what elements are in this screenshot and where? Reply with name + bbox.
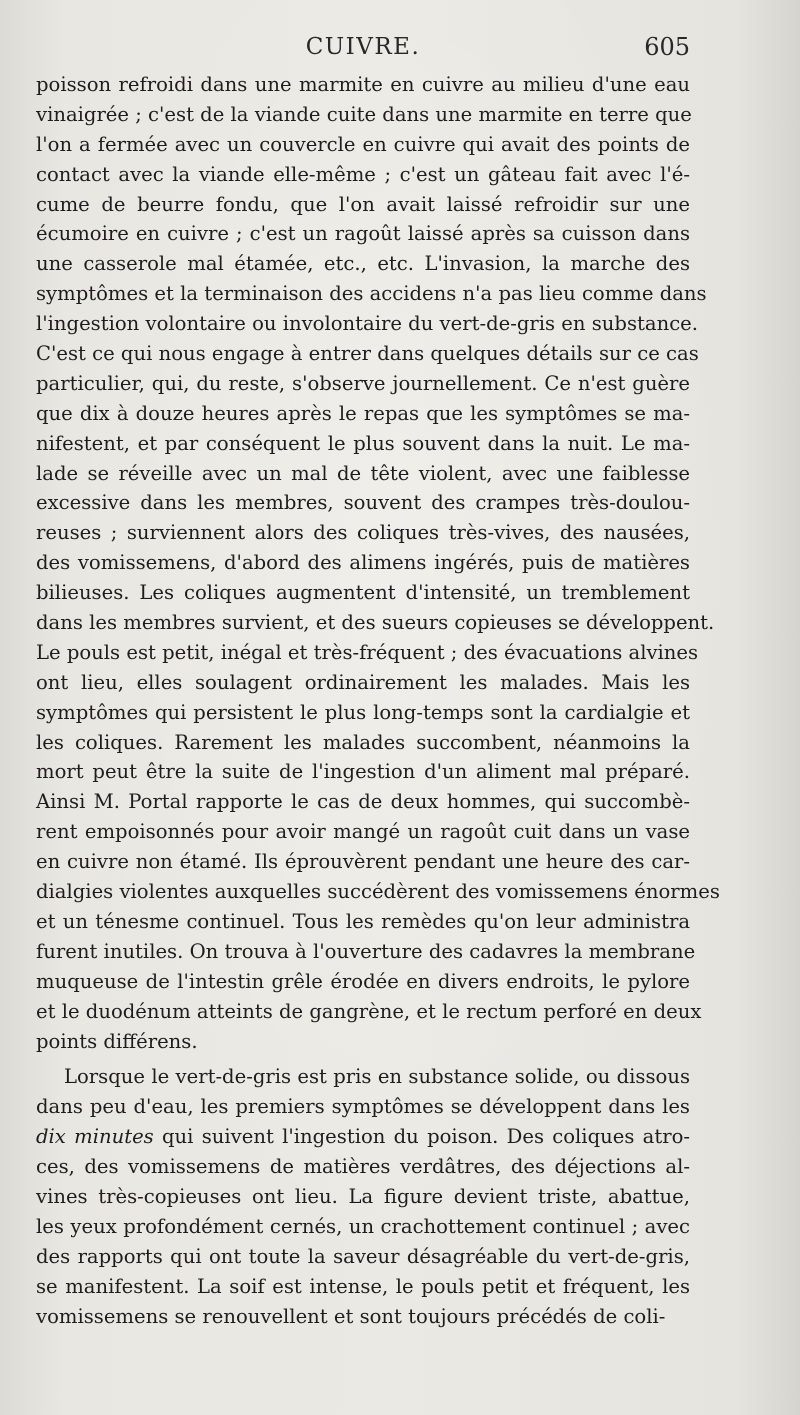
text-line: lade se réveille avec un mal de tête violent, avec une faiblesse [36,461,690,485]
text-line: nifestent, et par conséquent le plus souvent dans la nuit. Le ma- [36,431,690,455]
italic-phrase: dix minutes [36,1125,154,1149]
text-line: Ainsi M. Portal rapporte le cas de deux hommes, qui succombè- [36,790,690,814]
text-line: les yeux profondément cernés, un crachottement continuel ; avec [36,1214,690,1238]
text-line: Lorsque le vert-de-gris est pris en substance solide, ou dissous [64,1065,690,1089]
text-line: et le duodénum atteints de gangrène, et le rectum perforé en deux [36,999,702,1023]
text-line: dans peu d'eau, les premiers symptômes se développent dans les [36,1095,690,1119]
text-line: contact avec la viande elle-même ; c'est un gâteau fait avec l'é- [36,162,690,186]
text-line: vines très-copieuses ont lieu. La figure devient triste, abattue, [36,1184,690,1208]
running-title: CUIVRE. [305,34,421,60]
text-line: symptômes et la terminaison des accidens n'a pas lieu comme dans [36,282,707,306]
text-line: l'on a fermée avec un couvercle en cuivre qui avait des points de [36,132,690,156]
text-line: bilieuses. Les coliques augmentent d'intensité, un tremblement [36,581,690,605]
page-number: 605 [644,33,690,61]
text-line: l'ingestion volontaire ou involontaire du vert-de-gris en substance. [36,312,698,336]
text-line: symptômes qui persistent le plus long-temps sont la cardialgie et [36,700,690,724]
text-line: et un ténesme continuel. Tous les remèdes qu'on leur administra [36,909,690,933]
body-text [36,70,720,1331]
text-line: mort peut être la suite de l'ingestion d'un aliment mal préparé. [36,760,690,784]
text-line: dix minutes qui suivent l'ingestion du poison. Des coliques atro- [36,1125,690,1149]
text-line: particulier, qui, du reste, s'observe journellement. Ce n'est guère [36,371,690,395]
text-line: cume de beurre fondu, que l'on avait laissé refroidir sur une [36,192,690,216]
text-line: dialgies violentes auxquelles succédèrent des vomissemens énormes [36,880,720,904]
text-line: dans les membres survient, et des sueurs copieuses se développent. [36,611,715,635]
text-line: vinaigrée ; c'est de la viande cuite dans une marmite en terre que [36,102,692,126]
text-line: les coliques. Rarement les malades succombent, néanmoins la [36,730,690,754]
text-line: en cuivre non étamé. Ils éprouvèrent pendant une heure des car- [36,850,690,874]
text-line: ces, des vomissemens de matières verdâtres, des déjections al- [36,1155,690,1179]
text-line: rent empoisonnés pour avoir mangé un ragoût cuit dans un vase [36,820,690,844]
text-line: reuses ; surviennent alors des coliques très-vives, des nausées, [36,521,690,545]
text-line: Le pouls est petit, inégal et très-fréquent ; des évacuations alvines [36,640,699,664]
text-line: une casserole mal étamée, etc., etc. L'invasion, la marche des [36,252,690,276]
text-line: furent inutiles. On trouva à l'ouverture des cadavres la membrane [36,939,696,963]
text-line: que dix à douze heures après le repas que les symptômes se ma- [36,401,690,425]
text-line: excessive dans les membres, souvent des crampes très-doulou- [36,491,690,515]
text-line: C'est ce qui nous engage à entrer dans quelques détails sur ce cas [36,342,699,366]
text-line: poisson refroidi dans une marmite en cuivre au milieu d'une eau [36,73,690,96]
text-line: vomissemens se renouvellent et sont toujours précédés de coli- [36,1304,666,1328]
text-line: points différens. [36,1029,198,1053]
text-line: ont lieu, elles soulagent ordinairement les malades. Mais les [36,670,690,694]
text-line: écumoire en cuivre ; c'est un ragoût laissé après sa cuisson dans [36,222,690,246]
text-line: des rapports qui ont toute la saveur désagréable du vert-de-gris, [36,1244,690,1268]
text-line: se manifestent. La soif est intense, le pouls petit et fréquent, les [36,1274,690,1298]
text-line: des vomissemens, d'abord des alimens ingérés, puis de matières [36,551,690,575]
text-line: muqueuse de l'intestin grêle érodée en divers endroits, le pylore [36,969,690,993]
page-header [36,30,690,64]
